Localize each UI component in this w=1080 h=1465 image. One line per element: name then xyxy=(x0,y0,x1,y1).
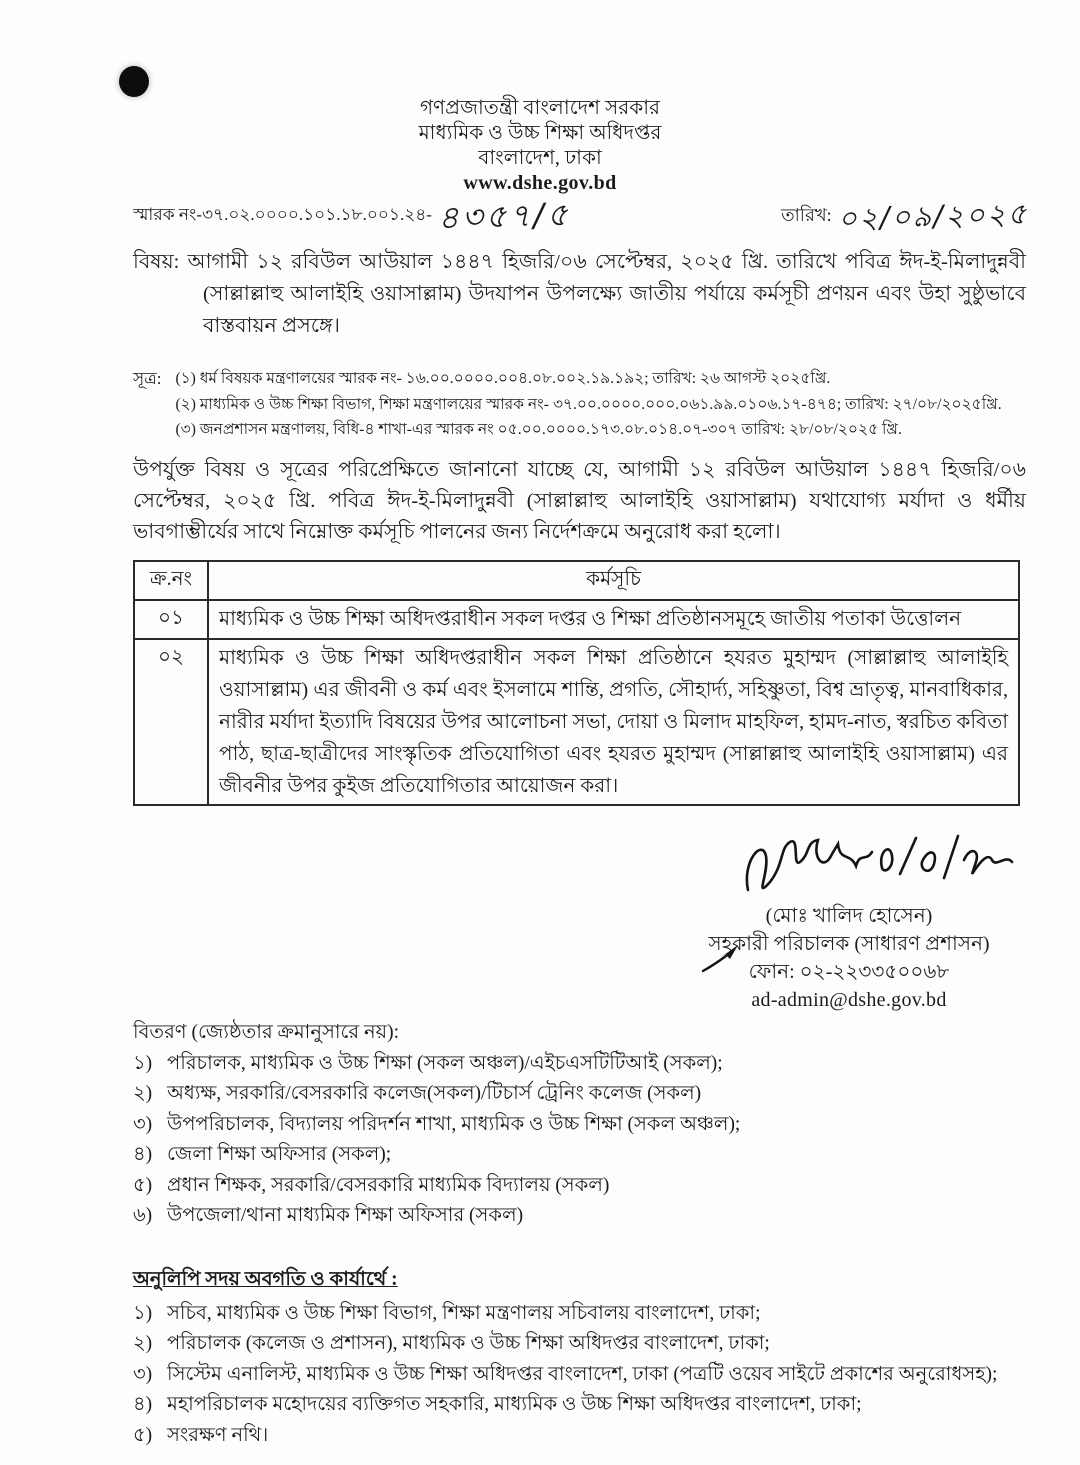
item-number: ৫) xyxy=(133,1424,153,1446)
subject-label: বিষয়: xyxy=(133,251,180,273)
location-line: বাংলাদেশ, ঢাকা xyxy=(478,147,602,169)
reference-item: (৩) জনপ্রশাসন মন্ত্রণালয়, বিধি-৪ শাখা-এর স্মারক নং ০৫.০০.০০০০.১৭৩.০৮.০১৪.০৭-৩০৭ তারিখ: ২৮/০৮/২০২৫ খ্রি. xyxy=(175,421,902,438)
table-row xyxy=(134,639,1019,805)
copy-item xyxy=(133,1299,1026,1329)
copy-item xyxy=(133,1421,1026,1451)
letterhead xyxy=(0,0,1080,196)
item-text: অধ্যক্ষ, সরকারি/বেসরকারি কলেজ(সকল)/টিচার্স ট্রেনিং কলেজ (সকল) xyxy=(167,1083,702,1104)
item-number: ১) xyxy=(133,1302,153,1324)
memo-number-label: স্মারক নং-৩৭.০২.০০০০.১০১.১৮.০০১.২৪- xyxy=(133,205,432,224)
item-text: জেলা শিক্ষা অফিসার (সকল); xyxy=(167,1144,392,1165)
item-text: উপপরিচালক, বিদ্যালয় পরিদর্শন শাখা, মাধ্যমিক ও উচ্চ শিক্ষা (সকল অঞ্চল); xyxy=(167,1113,741,1135)
program-table xyxy=(133,560,1020,806)
program-cell: মাধ্যমিক ও উচ্চ শিক্ষা অধিদপ্তরাধীন সকল শিক্ষা প্রতিষ্ঠানে হযরত মুহাম্মদ (সাল্লাল্লাহু আলাইহি ওয়াসাল্লাম) এর জীবনী ও কর্ম এবং ইসলামে শান্তি, প্রগতি, সৌহার্দ্য, সহিষ্ণুতা, বিশ্ব ভ্রাতৃত্ব, মানবাধিকার, নারীর মর্যাদা ইত্যাদি বিষয়ের উপর আলোচনা সভা, দোয়া ও মিলাদ মাহফিল, হামদ-নাত, স্বরচিত কবিতা পাঠ, ছাত্র-ছাত্রীদের সাংস্কৃতিক প্রতিযোগিতা এবং হযরত মুহাম্মদ (সাল্লাল্লাহু আলাইহি ওয়াসাল্লাম) এর জীবনীর উপর কুইজ প্রতিযোগিতার আয়োজন করা। xyxy=(208,639,1019,805)
copy-item xyxy=(133,1360,1026,1390)
signature-block xyxy=(664,832,1034,1014)
item-text: সিস্টেম এনালিস্ট, মাধ্যমিক ও উচ্চ শিক্ষা অধিদপ্তর বাংলাদেশ, ঢাকা (পত্রটি ওয়েব সাইটে প্রকাশের অনুরোধসহ); xyxy=(167,1363,998,1385)
references-block xyxy=(133,366,1026,443)
memo-number-group xyxy=(133,195,572,237)
distribution-item xyxy=(133,1140,1026,1170)
memo-number-handwritten: ৪৩৫৭/৫ xyxy=(437,195,572,237)
item-text: উপজেলা/থানা মাধ্যমিক শিক্ষা অফিসার (সকল) xyxy=(167,1205,524,1226)
distribution-item xyxy=(133,1079,1026,1109)
distribution-item xyxy=(133,1049,1026,1079)
copy-item xyxy=(133,1390,1026,1420)
serial-column-header: ক্র.নং xyxy=(134,561,208,600)
signatory-email: ad-admin@dshe.gov.bd xyxy=(751,988,947,1011)
copy-section xyxy=(133,1265,1026,1451)
item-text: পরিচালক, মাধ্যমিক ও উচ্চ শিক্ষা (সকল অঞ্চল)/এইচএসটিটিআই (সকল); xyxy=(167,1052,723,1074)
item-number: ৫) xyxy=(133,1174,153,1196)
item-number: ৪) xyxy=(133,1144,153,1165)
signatory-phone: ফোন: ০২-২২৩৩৫০০৬৮ xyxy=(748,960,950,983)
table-row xyxy=(134,600,1019,639)
references-label: সূত্র: xyxy=(133,369,162,388)
website-url: www.dshe.gov.bd xyxy=(463,172,617,194)
item-text: সচিব, মাধ্যমিক ও উচ্চ শিক্ষা বিভাগ, শিক্ষা মন্ত্রণালয় সচিবালয় বাংলাদেশ, ঢাকা; xyxy=(167,1302,761,1324)
reference-item: (২) মাধ্যমিক ও উচ্চ শিক্ষা বিভাগ, শিক্ষা মন্ত্রণালয়ের স্মারক নং- ৩৭.০০.০০০০.০০০.০৬১.৯৯.০১০৬.১৭-৪৭৪; তারিখ: ২৭/০৮/২০২৫খ্রি. xyxy=(175,395,1002,413)
item-text: প্রধান শিক্ষক, সরকারি/বেসরকারি মাধ্যমিক বিদ্যালয় (সকল) xyxy=(167,1174,610,1196)
reference-item: (১) ধর্ম বিষয়ক মন্ত্রণালয়ের স্মারক নং- ১৬.০০.০০০০.০০৪.০৮.০০২.১৯.১৯২; তারিখ: ২৬ আগস্ট ২০২৫খ্রি. xyxy=(175,370,831,387)
item-text: সংরক্ষণ নথি। xyxy=(167,1424,269,1446)
ink-arrow-mark-icon xyxy=(700,942,742,974)
table-header-row xyxy=(134,561,1019,600)
memo-date-label: তারিখ: xyxy=(781,204,832,225)
item-number: ৪) xyxy=(133,1394,153,1415)
government-name: গণপ্রজাতন্ত্রী বাংলাদেশ সরকার xyxy=(419,97,661,119)
program-column-header: কর্মসূচি xyxy=(208,561,1019,600)
directorate-name: মাধ্যমিক ও উচ্চ শিক্ষা অধিদপ্তর xyxy=(418,122,662,144)
item-number: ১) xyxy=(133,1052,153,1074)
item-number: ২) xyxy=(133,1083,153,1104)
references-list xyxy=(175,366,1001,443)
distribution-item xyxy=(133,1171,1026,1201)
handwritten-signature-icon xyxy=(734,832,1024,906)
item-text: পরিচালক (কলেজ ও প্রশাসন), মাধ্যমিক ও উচ্চ শিক্ষা অধিদপ্তর বাংলাদেশ, ঢাকা; xyxy=(167,1333,770,1354)
distribution-heading: বিতরণ (জ্যেষ্ঠতার ক্রমানুসারে নয়): xyxy=(133,1021,399,1043)
punch-hole-dot-icon xyxy=(119,66,149,97)
serial-cell: ০১ xyxy=(134,600,208,639)
serial-cell: ০২ xyxy=(134,639,208,805)
item-number: ৩) xyxy=(133,1113,153,1135)
copy-item xyxy=(133,1329,1026,1359)
signatory-name: (মোঃ খালিদ হোসেন) xyxy=(765,904,933,927)
item-number: ২) xyxy=(133,1333,153,1354)
memo-row xyxy=(133,195,1029,237)
item-number: ৬) xyxy=(133,1205,153,1226)
signatory-designation: সহকারী পরিচালক (সাধারণ প্রশাসন) xyxy=(708,932,990,955)
subject-paragraph xyxy=(133,246,1026,342)
distribution-item xyxy=(133,1110,1026,1140)
copy-heading: অনুলিপি সদয় অবগতি ও কার্যার্থে : xyxy=(133,1268,398,1290)
distribution-item xyxy=(133,1201,1026,1231)
item-number: ৩) xyxy=(133,1363,153,1385)
item-text: মহাপরিচালক মহোদয়ের ব্যক্তিগত সহকারি, মাধ্যমিক ও উচ্চ শিক্ষা অধিদপ্তর বাংলাদেশ, ঢাকা; xyxy=(167,1394,862,1415)
memo-date-handwritten: ০২/০৯/২০২৫ xyxy=(837,196,1029,236)
memo-date-group xyxy=(781,196,1029,236)
subject-text: আগামী ১২ রবিউল আউয়াল ১৪৪৭ হিজরি/০৬ সেপ্টেম্বর, ২০২৫ খ্রি. তারিখে পবিত্র ঈদ-ই-মিলাদুন্নবী (সাল্লাল্লাহু আলাইহি ওয়াসাল্লাম) উদযাপন উপলক্ষ্যে জাতীয় পর্যায়ে কর্মসূচী প্রণয়ন এবং উহা সুষ্ঠুভাবে বাস্তবায়ন প্রসঙ্গে। xyxy=(187,251,1026,337)
program-cell: মাধ্যমিক ও উচ্চ শিক্ষা অধিদপ্তরাধীন সকল দপ্তর ও শিক্ষা প্রতিষ্ঠানসমূহে জাতীয় পতাকা উত্তোলন xyxy=(208,600,1019,639)
body-paragraph: উপর্যুক্ত বিষয় ও সূত্রের পরিপ্রেক্ষিতে জানানো যাচ্ছে যে, আগামী ১২ রবিউল আউয়াল ১৪৪৭ হিজরি/০৬ সেপ্টেম্বর, ২০২৫ খ্রি. পবিত্র ঈদ-ই-মিলাদুন্নবী (সাল্লাল্লাহু আলাইহি ওয়াসাল্লাম) যথাযোগ্য মর্যাদা ও ধর্মীয় ভাবগাম্ভীর্যের সাথে নিম্নোক্ত কর্মসূচি পালনের জন্য নির্দেশক্রমে অনুরোধ করা হলো। xyxy=(133,458,1026,543)
distribution-section xyxy=(133,1018,1026,1231)
